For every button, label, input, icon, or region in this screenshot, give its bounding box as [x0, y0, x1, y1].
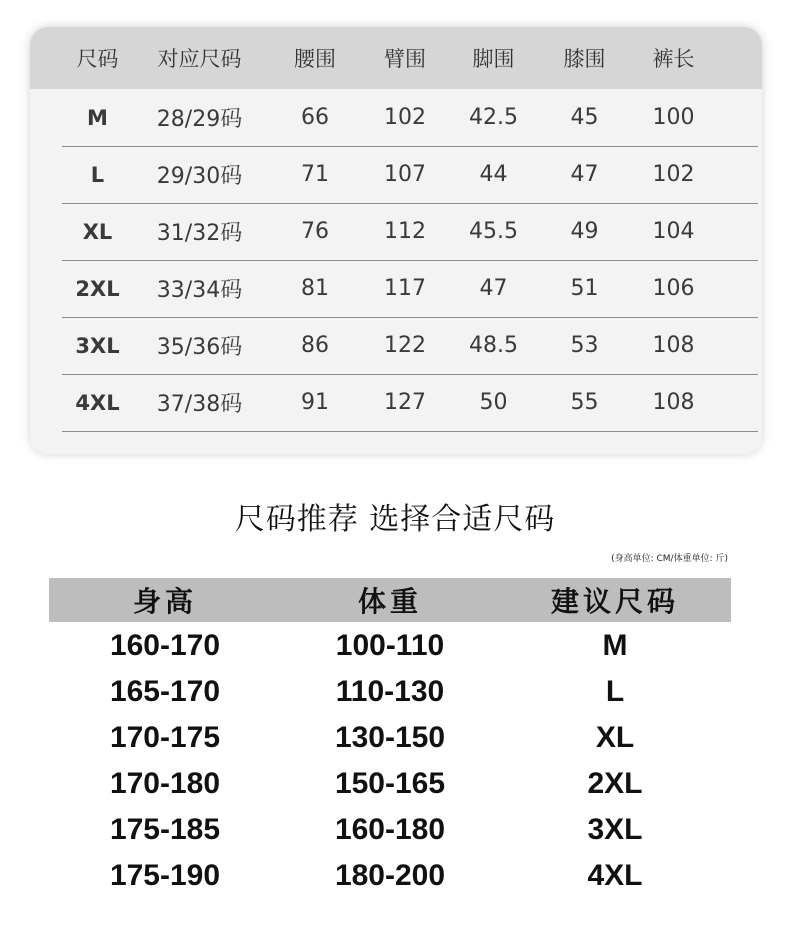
foot-cell: 44 [479, 162, 508, 187]
size-cell: 4XL [75, 390, 120, 415]
suggested-size-cell: XL [595, 721, 635, 754]
foot-cell: 45.5 [469, 219, 518, 244]
height-cell: 170-180 [109, 767, 221, 800]
foot-cell: 50 [479, 390, 508, 415]
recommendation-table [49, 623, 731, 899]
waist-cell: 71 [301, 162, 329, 187]
length-cell: 108 [652, 390, 695, 415]
knee-cell: 45 [570, 105, 599, 130]
table-row [49, 715, 731, 761]
size-chart-header [30, 27, 762, 89]
size-cell: M [87, 105, 108, 130]
foot-cell: 42.5 [469, 105, 518, 130]
suggested-size-cell: 2XL [587, 767, 643, 800]
arm-cell: 122 [384, 333, 426, 358]
header-size: 尺码 [76, 47, 119, 71]
length-cell: 100 [652, 105, 695, 130]
length-cell: 108 [652, 333, 695, 358]
table-row [62, 260, 758, 318]
height-cell: 175-185 [109, 813, 221, 846]
length-cell: 102 [652, 162, 695, 187]
recommendation-header [49, 578, 731, 622]
waist-cell: 81 [301, 276, 329, 301]
height-cell: 175-190 [109, 859, 221, 892]
corresponding-cell: 28/29码 [156, 107, 243, 132]
header-arm: 臂围 [384, 47, 426, 71]
table-row [49, 807, 731, 853]
header-corresponding-size: 对应尺码 [157, 47, 242, 71]
unit-note: (身高单位: CM/体重单位: 斤) [611, 554, 728, 564]
table-row [62, 203, 758, 261]
corresponding-cell: 31/32码 [156, 221, 243, 246]
suggested-size-cell: L [605, 675, 625, 708]
arm-cell: 127 [384, 390, 426, 415]
size-cell: L [90, 162, 105, 187]
corresponding-cell: 33/34码 [156, 278, 243, 303]
knee-cell: 51 [570, 276, 599, 301]
length-cell: 104 [652, 219, 695, 244]
arm-cell: 107 [384, 162, 426, 187]
table-row [62, 317, 758, 375]
knee-cell: 49 [570, 219, 599, 244]
arm-cell: 117 [384, 276, 426, 301]
table-row [49, 761, 731, 807]
length-cell: 106 [652, 276, 695, 301]
table-row [49, 669, 731, 715]
table-row [49, 853, 731, 899]
waist-cell: 76 [301, 219, 329, 244]
recommendation-title: 尺码推荐 选择合适尺码 [234, 502, 556, 537]
header-waist: 腰围 [294, 47, 336, 71]
suggested-size-cell: 4XL [587, 859, 643, 892]
header-foot: 脚围 [472, 47, 515, 71]
weight-cell: 130-150 [334, 721, 446, 754]
foot-cell: 47 [479, 276, 508, 301]
corresponding-cell: 35/36码 [156, 335, 243, 360]
header-weight: 体重 [357, 585, 422, 618]
header-length: 裤长 [652, 47, 695, 71]
corresponding-cell: 37/38码 [156, 392, 243, 417]
waist-cell: 91 [301, 390, 329, 415]
size-cell: 3XL [75, 333, 120, 358]
weight-cell: 150-165 [334, 767, 446, 800]
table-row [49, 623, 731, 669]
table-row [62, 374, 758, 432]
weight-cell: 160-180 [334, 813, 446, 846]
table-row [62, 89, 758, 147]
header-knee: 膝围 [563, 47, 606, 71]
knee-cell: 47 [570, 162, 599, 187]
size-cell: 2XL [75, 276, 120, 301]
knee-cell: 53 [570, 333, 599, 358]
header-suggested-size: 建议尺码 [550, 585, 679, 618]
arm-cell: 102 [384, 105, 426, 130]
height-cell: 165-170 [109, 675, 221, 708]
arm-cell: 112 [384, 219, 426, 244]
size-cell: XL [82, 219, 113, 244]
foot-cell: 48.5 [469, 333, 518, 358]
weight-cell: 100-110 [335, 629, 445, 662]
height-cell: 160-170 [109, 629, 221, 662]
suggested-size-cell: 3XL [587, 813, 643, 846]
knee-cell: 55 [570, 390, 599, 415]
waist-cell: 86 [301, 333, 329, 358]
height-cell: 170-175 [109, 721, 221, 754]
weight-cell: 110-130 [335, 675, 445, 708]
size-chart-table [30, 27, 762, 454]
suggested-size-cell: M [602, 629, 628, 662]
table-row [62, 146, 758, 204]
header-height: 身高 [132, 585, 197, 618]
weight-cell: 180-200 [334, 859, 446, 892]
corresponding-cell: 29/30码 [156, 164, 243, 189]
waist-cell: 66 [301, 105, 329, 130]
